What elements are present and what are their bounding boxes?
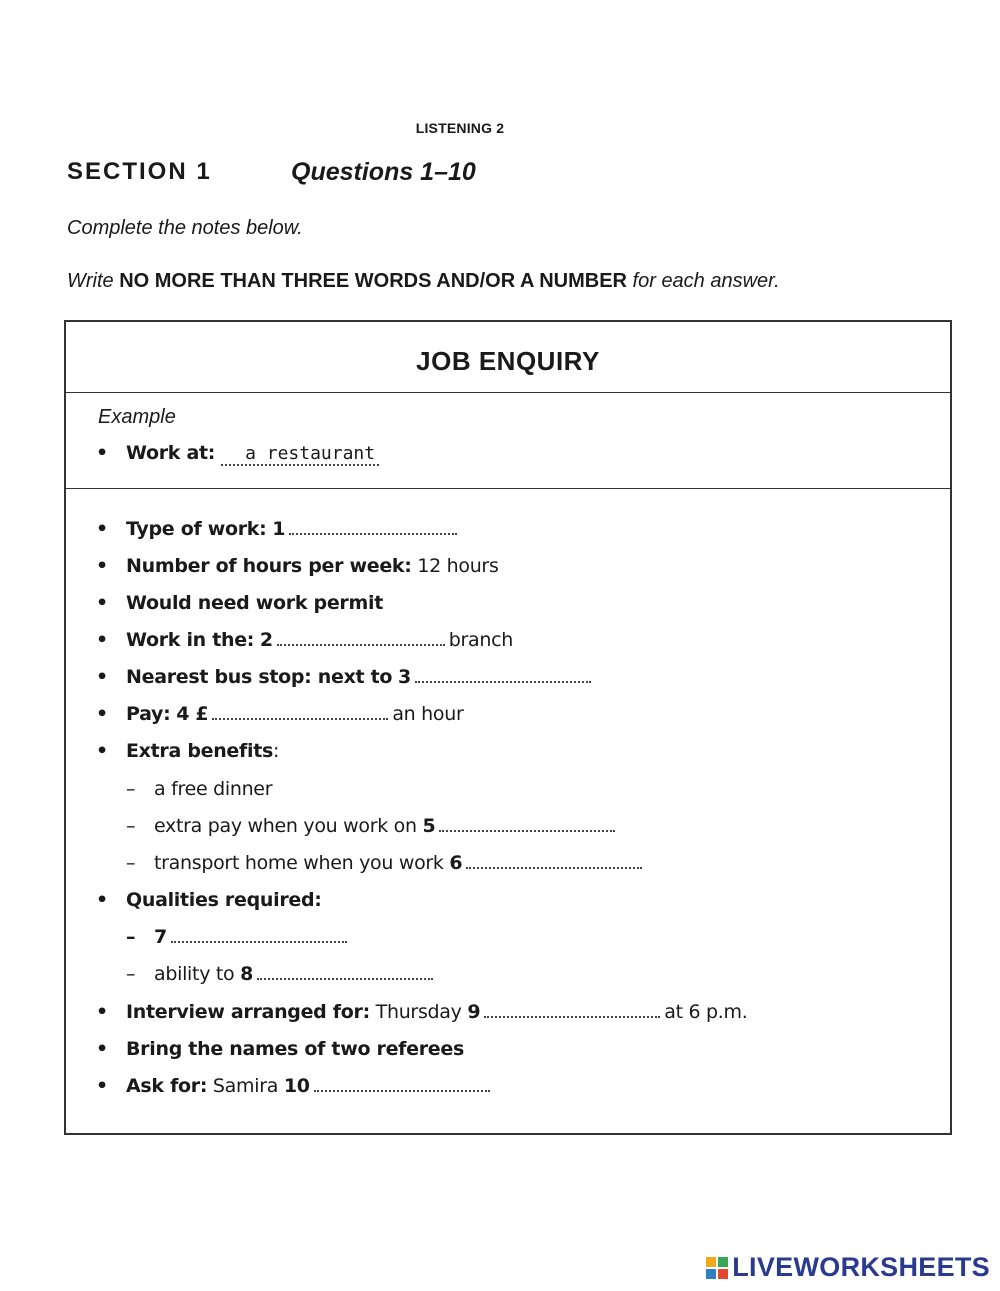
bullet: • — [96, 518, 108, 540]
note-label: Work in the: — [126, 629, 255, 651]
logo-mark-icon — [706, 1257, 728, 1279]
note-label: Bring the names of two referees — [126, 1038, 464, 1060]
note-qualities — [96, 889, 322, 911]
note-label: Qualities required: — [126, 889, 322, 911]
note-label: Nearest bus stop: next to — [126, 666, 393, 688]
instruction-bold: NO MORE THAN THREE WORDS AND/OR A NUMBER — [119, 270, 627, 292]
title-divider — [66, 392, 950, 393]
note-permit — [96, 592, 383, 614]
logo-square — [706, 1257, 716, 1267]
answer-blank-9[interactable] — [484, 1014, 660, 1018]
benefits-colon: : — [273, 740, 280, 762]
example-label: Example — [98, 406, 176, 428]
section-heading: SECTION 1 — [67, 158, 212, 185]
answer-blank-3[interactable] — [415, 679, 591, 683]
dash: – — [126, 852, 136, 874]
answer-blank-1[interactable] — [289, 531, 457, 535]
note-benefits — [96, 740, 279, 762]
dash: – — [126, 963, 136, 985]
answer-blank-7[interactable] — [171, 939, 347, 943]
note-pay — [96, 703, 464, 725]
note-hours — [96, 555, 499, 577]
benefit-text: a free dinner — [154, 778, 273, 800]
quality-ability — [96, 963, 437, 985]
note-label: Pay: — [126, 703, 171, 725]
question-number-2: 2 — [259, 629, 273, 651]
notes-title: JOB ENQUIRY — [416, 346, 600, 376]
note-label: Interview arranged for: — [126, 1001, 370, 1023]
question-number-9: 9 — [467, 1001, 481, 1023]
benefit-transport — [96, 852, 646, 874]
question-number-8: 8 — [240, 963, 254, 985]
quality-text: ability to — [154, 963, 235, 985]
work-in-suffix: branch — [448, 629, 514, 651]
notes-box — [64, 320, 952, 1135]
ask-name: Samira — [212, 1075, 279, 1097]
answer-blank-2[interactable] — [277, 642, 445, 646]
interview-time: at 6 p.m. — [664, 1001, 748, 1023]
note-ask-for — [96, 1075, 494, 1097]
logo-square — [706, 1269, 716, 1279]
note-type-of-work — [96, 518, 461, 540]
pay-suffix: an hour — [392, 703, 464, 725]
liveworksheets-logo — [706, 1252, 990, 1283]
note-label: Number of hours per week: — [126, 555, 412, 577]
example-key: Work at: — [126, 442, 216, 464]
answer-blank-6[interactable] — [466, 865, 642, 869]
answer-blank-10[interactable] — [314, 1088, 490, 1092]
dash: – — [126, 778, 136, 800]
instruction-word-limit — [67, 270, 780, 293]
logo-square — [718, 1257, 728, 1267]
bullet: • — [96, 889, 108, 911]
example-divider — [66, 488, 950, 489]
question-number-3: 3 — [397, 666, 411, 688]
bullet: • — [96, 666, 108, 688]
bullet: • — [96, 555, 108, 577]
worksheet-top-label: LISTENING 2 — [415, 120, 505, 136]
instruction-pre: Write — [67, 270, 120, 292]
questions-range: Questions 1–10 — [291, 158, 476, 186]
dash: – — [126, 926, 136, 948]
question-number-7: 7 — [154, 926, 167, 948]
bullet: • — [96, 629, 108, 651]
hours-value: 12 hours — [417, 555, 499, 577]
answer-blank-4[interactable] — [212, 716, 388, 720]
answer-blank-8[interactable] — [257, 976, 433, 980]
instruction-post: for each answer. — [626, 270, 780, 292]
bullet: • — [96, 740, 108, 762]
logo-square — [718, 1269, 728, 1279]
note-label: Type of work: — [126, 518, 267, 540]
note-interview — [96, 1001, 747, 1023]
bullet: • — [96, 592, 108, 614]
example-row — [96, 442, 379, 466]
question-number-1: 1 — [272, 518, 286, 540]
question-number-10: 10 — [283, 1075, 310, 1097]
example-answer: a restaurant — [221, 443, 379, 466]
benefit-text: transport home when you work — [154, 852, 444, 874]
question-number-6: 6 — [449, 852, 463, 874]
interview-day: Thursday — [375, 1001, 462, 1023]
instruction-complete-notes: Complete the notes below. — [67, 217, 303, 239]
answer-blank-5[interactable] — [439, 828, 615, 832]
benefit-text: extra pay when you work on — [154, 815, 417, 837]
question-number-4: 4 £ — [176, 703, 209, 725]
bullet: • — [96, 1075, 108, 1097]
note-bus-stop — [96, 666, 595, 688]
bullet: • — [96, 1038, 108, 1060]
dash: – — [126, 815, 136, 837]
note-label: Extra benefits — [126, 740, 273, 762]
note-label: Would need work permit — [126, 592, 383, 614]
quality-7 — [96, 926, 351, 948]
note-label: Ask for: — [126, 1075, 208, 1097]
benefit-free-dinner — [96, 778, 272, 800]
bullet: • — [96, 703, 108, 725]
benefit-extra-pay — [96, 815, 619, 837]
question-number-5: 5 — [422, 815, 436, 837]
logo-text: LIVEWORKSHEETS — [732, 1252, 990, 1282]
bullet: • — [96, 442, 108, 464]
note-referees — [96, 1038, 464, 1060]
bullet: • — [96, 1001, 108, 1023]
note-work-in — [96, 629, 513, 651]
